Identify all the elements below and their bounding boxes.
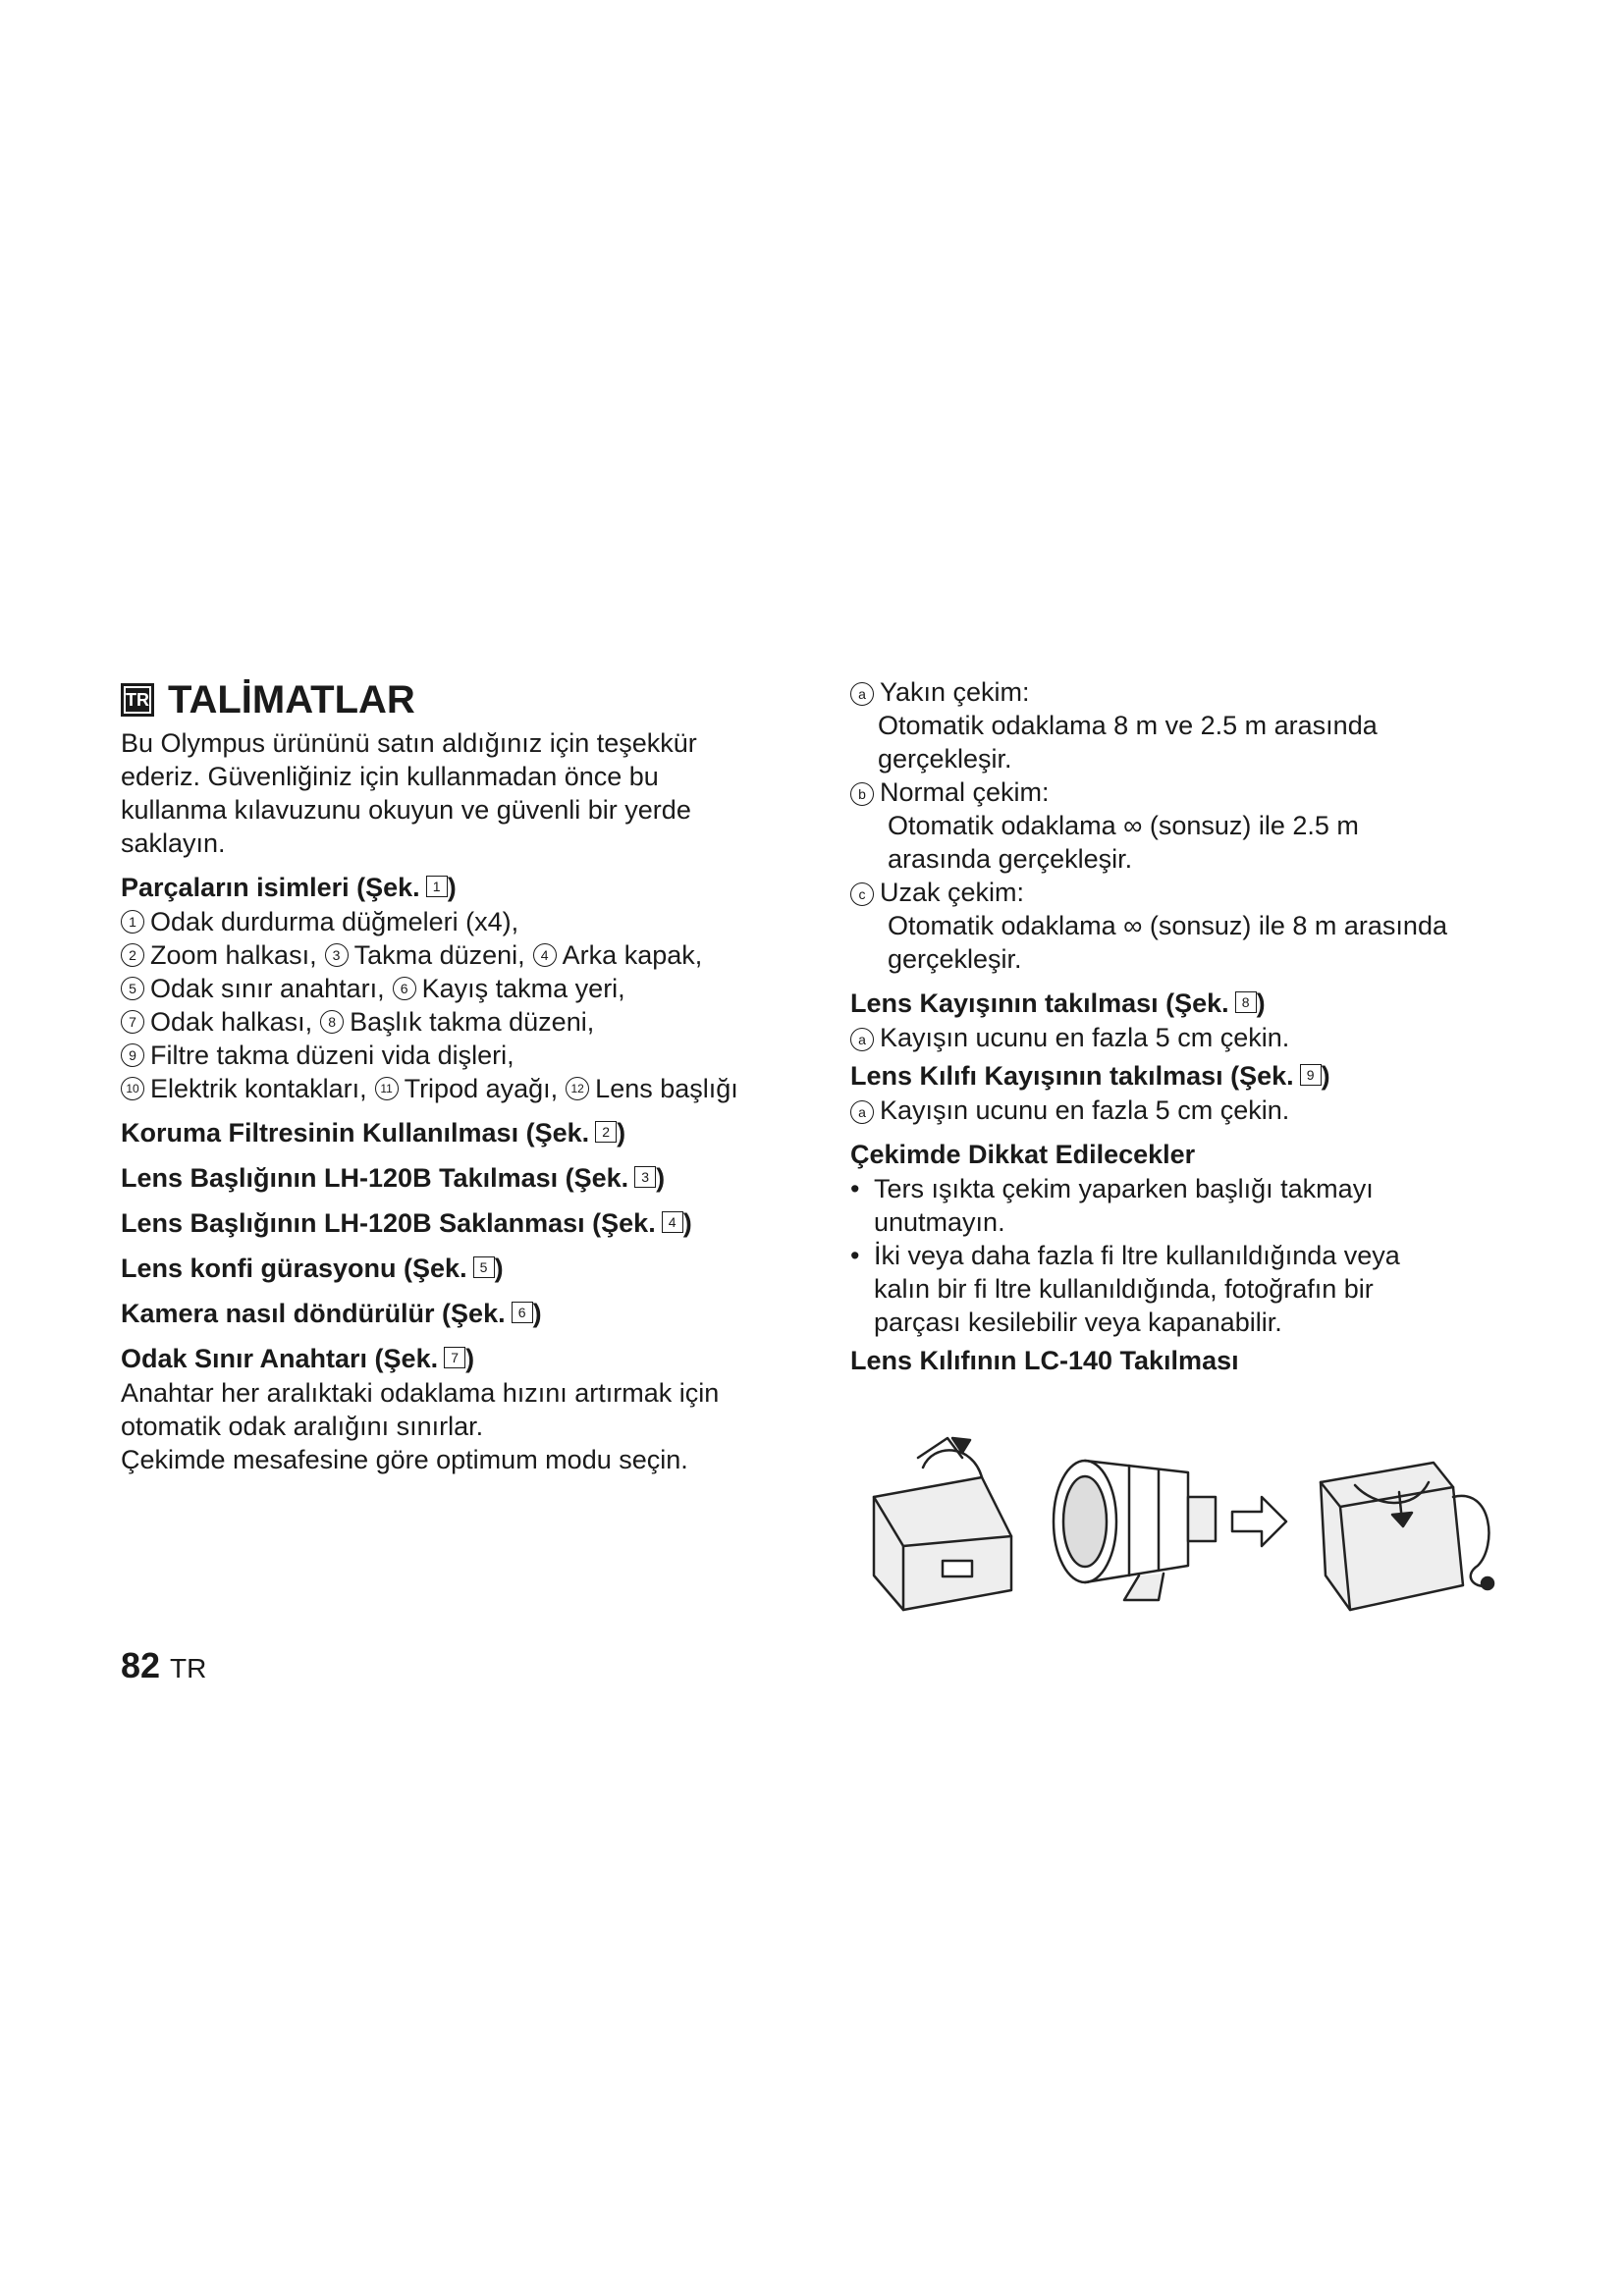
strap-heading: Lens Kayışının takılması (Şek. 8 ) (850, 988, 1266, 1018)
figure-ref: 4 (662, 1211, 683, 1233)
intro-line: ederiz. Güvenliğiniz için kullanmadan önce bu (121, 762, 659, 791)
section-heading: Lens konfi gürasyonu (Şek. 5 ) (121, 1254, 504, 1283)
part-name: Odak sınır anahtarı, (150, 974, 385, 1003)
closed-case-icon (1321, 1463, 1493, 1610)
lens-case-illustration (864, 1428, 1502, 1615)
figure-ref: 5 (473, 1256, 495, 1278)
caution-line: unutmayın. (874, 1207, 1005, 1237)
part-name: Tripod ayağı, (404, 1074, 559, 1103)
focus-mode-label (850, 876, 1528, 909)
figure-ref: 8 (1235, 991, 1257, 1013)
strap-item-text: Kayışın ucunu en fazla 5 cm çekin. (880, 1023, 1290, 1052)
arrow-right-icon (1232, 1497, 1286, 1546)
number-marker: 9 (121, 1043, 144, 1067)
parts-line (121, 1039, 798, 1072)
cautions-heading: Çekimde Dikkat Edilecekler (850, 1140, 1196, 1169)
page-footer (121, 1645, 206, 1686)
intro-line: saklayın. (121, 828, 226, 858)
focus-modes (850, 675, 1528, 976)
text-line: Çekimde mesafesine göre optimum modu seçin. (121, 1445, 688, 1474)
cautions-list (850, 1172, 1528, 1339)
letter-marker: a (850, 1100, 874, 1124)
left-sections (121, 1115, 798, 1331)
page-title (121, 675, 798, 724)
part-name: Odak halkası, (150, 1007, 313, 1037)
left-column (121, 675, 798, 1476)
mode-description: Otomatik odaklama ∞ (sonsuz) ile 8 m arasında (888, 911, 1447, 940)
intro-line: kullanma kılavuzunu okuyun ve güvenli bir yerde (121, 795, 691, 825)
number-marker: 10 (121, 1077, 144, 1100)
mode-description: gerçekleşir. (888, 944, 1022, 974)
parts-line (121, 938, 798, 972)
parts-heading: Parçaların isimleri (Şek. 1 ) (121, 873, 457, 902)
number-marker: 11 (375, 1077, 399, 1100)
parts-line (121, 972, 798, 1005)
focus-limit-heading: Odak Sınır Anahtarı (Şek. 7 ) (121, 1344, 475, 1373)
caution-line: İki veya daha fazla fi ltre kullanıldığında veya (874, 1241, 1400, 1270)
section-heading: Lens Başlığının LH-120B Saklanması (Şek. 4 ) (121, 1208, 692, 1238)
mode-description: gerçekleşir. (878, 744, 1012, 774)
part-name: Arka kapak, (562, 940, 703, 970)
lens-icon (1054, 1461, 1216, 1600)
figure-ref: 3 (634, 1166, 656, 1188)
part-name: Filtre takma düzeni vida dişleri, (150, 1041, 514, 1070)
caution-line: kalın bir fi ltre kullanıldığında, fotoğrafın bir (874, 1274, 1374, 1304)
letter-marker: a (850, 1028, 874, 1051)
part-name: Zoom halkası, (150, 940, 317, 970)
section-heading: Lens Başlığının LH-120B Takılması (Şek. 3 ) (121, 1163, 666, 1193)
part-name: Başlık takma düzeni, (350, 1007, 595, 1037)
section-heading: Koruma Filtresinin Kullanılması (Şek. 2 ) (121, 1118, 626, 1148)
case-strap-item-text: Kayışın ucunu en fazla 5 cm çekin. (880, 1095, 1290, 1125)
part-name: Lens başlığı (595, 1074, 738, 1103)
case-strap-heading: Lens Kılıfı Kayışının takılması (Şek. 9 ) (850, 1061, 1330, 1091)
caution-line: Ters ışıkta çekim yaparken başlığı takmayı (874, 1174, 1374, 1203)
caution-item (850, 1172, 1528, 1239)
text-line: otomatik odak aralığını sınırlar. (121, 1412, 484, 1441)
mode-name: Uzak çekim: (880, 878, 1025, 907)
figure-ref: 7 (444, 1347, 465, 1368)
section-heading: Kamera nasıl döndürülür (Şek. 6 ) (121, 1299, 542, 1328)
parts-list (121, 905, 798, 1105)
number-marker: 1 (121, 910, 144, 934)
bullet-icon: • (850, 1174, 860, 1203)
part-name: Takma düzeni, (353, 940, 525, 970)
mode-description: Otomatik odaklama ∞ (sonsuz) ile 2.5 m (888, 811, 1359, 840)
intro-line: Bu Olympus ürününü satın aldığınız için teşekkür (121, 728, 697, 758)
letter-marker: c (850, 882, 874, 906)
mode-name: Yakın çekim: (880, 677, 1030, 707)
letter-marker: a (850, 682, 874, 706)
focus-mode-label (850, 675, 1528, 709)
case-heading: Lens Kılıfının LC-140 Takılması (850, 1346, 1239, 1375)
intro-paragraph (121, 726, 798, 860)
footer-language: TR (170, 1653, 207, 1683)
figure-ref: 1 (426, 876, 448, 897)
mode-name: Normal çekim: (880, 777, 1050, 807)
title-text: TALİMATLAR (168, 678, 415, 721)
figure-ref: 9 (1300, 1064, 1322, 1086)
mode-description: Otomatik odaklama 8 m ve 2.5 m arasında (878, 711, 1378, 740)
language-badge-icon: TR (121, 683, 154, 717)
part-name: Kayış takma yeri, (421, 974, 625, 1003)
number-marker: 5 (121, 977, 144, 1000)
open-case-icon (874, 1438, 1011, 1610)
parts-line (121, 905, 798, 938)
parts-line (121, 1005, 798, 1039)
number-marker: 12 (566, 1077, 589, 1100)
case-strap-item (850, 1094, 1528, 1127)
number-marker: 8 (320, 1010, 344, 1034)
focus-mode-label (850, 775, 1528, 809)
right-column (850, 675, 1528, 1378)
caution-line: parçası kesilebilir veya kapanabilir. (874, 1308, 1282, 1337)
mode-description: arasında gerçekleşir. (888, 844, 1133, 874)
figure-ref: 2 (595, 1121, 617, 1143)
letter-marker: b (850, 782, 874, 806)
strap-item (850, 1021, 1528, 1054)
caution-item (850, 1239, 1528, 1339)
part-name: Elektrik kontakları, (150, 1074, 367, 1103)
part-name: Odak durdurma düğmeleri (x4), (150, 907, 519, 936)
number-marker: 2 (121, 943, 144, 967)
number-marker: 4 (533, 943, 557, 967)
bullet-icon: • (850, 1241, 860, 1270)
page-number: 82 (121, 1645, 161, 1685)
number-marker: 6 (393, 977, 416, 1000)
parts-line (121, 1072, 798, 1105)
figure-ref: 6 (512, 1302, 533, 1323)
text-line: Anahtar her aralıktaki odaklama hızını artırmak için (121, 1378, 720, 1408)
focus-limit-text (121, 1376, 798, 1476)
number-marker: 7 (121, 1010, 144, 1034)
number-marker: 3 (325, 943, 349, 967)
